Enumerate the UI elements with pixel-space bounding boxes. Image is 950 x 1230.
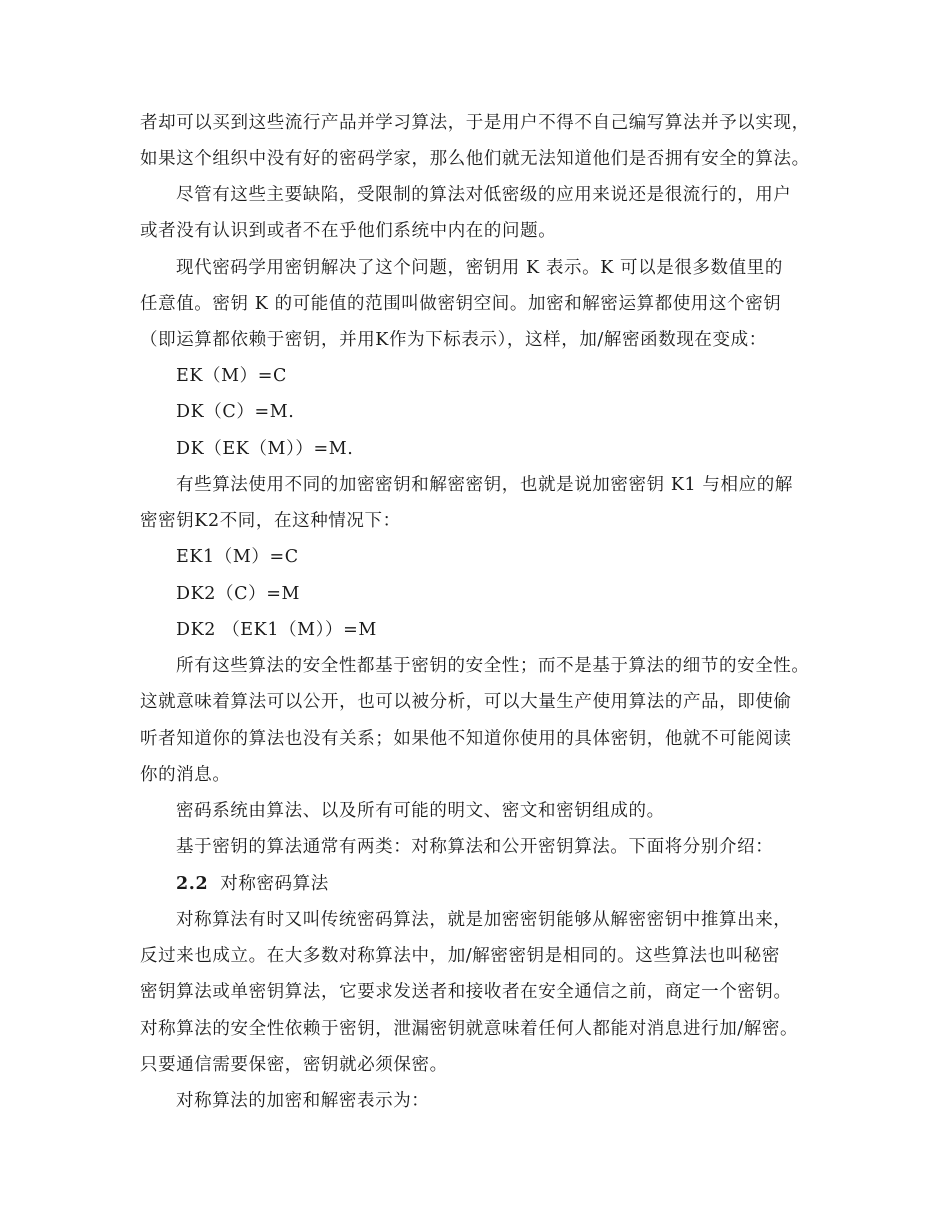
paragraph-line: 听者知道你的算法也没有关系；如果他不知道你使用的具体密钥，他就不可能阅读 [140, 729, 792, 749]
section-number: 2.2 [176, 874, 209, 894]
paragraph-line: 基于密钥的算法通常有两类：对称算法和公开密钥算法。下面将分别介绍： [176, 837, 774, 857]
paragraph-line: 密码系统由算法、以及所有可能的明文、密文和密钥组成的。 [176, 801, 665, 821]
paragraph-line: 这就意味着算法可以公开，也可以被分析，可以大量生产使用算法的产品，即使偷 [140, 692, 792, 712]
paragraph-line: 密钥算法或单密钥算法，它要求发送者和接收者在安全通信之前，商定一个密钥。 [140, 982, 792, 1002]
paragraph-line: 反过来也成立。在大多数对称算法中，加/解密密钥是相同的。这些算法也叫秘密 [140, 946, 780, 966]
paragraph-line: 你的消息。 [140, 765, 231, 785]
paragraph-line: 对称算法的加密和解密表示为： [176, 1091, 430, 1111]
formula-line: DK（EK（M））=M. [176, 439, 354, 459]
formula-line: EK（M）=C [176, 366, 288, 386]
paragraph-line: 现代密码学用密钥解决了这个问题，密钥用 K 表示。K 可以是很多数值里的 [176, 258, 783, 278]
paragraph-line: 尽管有这些主要缺陷，受限制的算法对低密级的应用来说还是很流行的，用户 [176, 185, 792, 205]
section-title: 对称密码算法 [220, 874, 329, 894]
paragraph-line: 任意值。密钥 K 的可能值的范围叫做密钥空间。加密和解密运算都使用这个密钥 [140, 294, 782, 314]
paragraph-line: 所有这些算法的安全性都基于密钥的安全性；而不是基于算法的细节的安全性。 [176, 656, 810, 676]
formula-line: DK2（C）=M [176, 584, 301, 604]
paragraph-line: 如果这个组织中没有好的密码学家，那么他们就无法知道他们是否拥有安全的算法。 [140, 149, 810, 169]
formula-line: DK2 （EK1（M））=M [176, 620, 377, 640]
paragraph-line: （即运算都依赖于密钥，并用K作为下标表示），这样，加/解密函数现在变成： [140, 330, 767, 350]
formula-line: DK（C）=M. [176, 402, 295, 422]
paragraph-line: 密密钥K2不同，在这种情况下： [140, 511, 401, 531]
paragraph-line: 有些算法使用不同的加密密钥和解密密钥，也就是说加密密钥 K1 与相应的解 [176, 475, 793, 495]
paragraph-line: 对称算法有时又叫传统密码算法，就是加密密钥能够从解密密钥中推算出来， [176, 910, 792, 930]
paragraph-line: 对称算法的安全性依赖于密钥，泄漏密钥就意味着任何人都能对消息进行加/解密。 [140, 1019, 799, 1039]
paragraph-line: 或者没有认识到或者不在乎他们系统中内在的问题。 [140, 221, 557, 241]
formula-line: EK1（M）=C [176, 547, 299, 567]
section-heading [176, 872, 329, 896]
paragraph-line: 者却可以买到这些流行产品并学习算法，于是用户不得不自己编写算法并予以实现， [140, 113, 810, 133]
paragraph-line: 只要通信需要保密，密钥就必须保密。 [140, 1055, 448, 1075]
